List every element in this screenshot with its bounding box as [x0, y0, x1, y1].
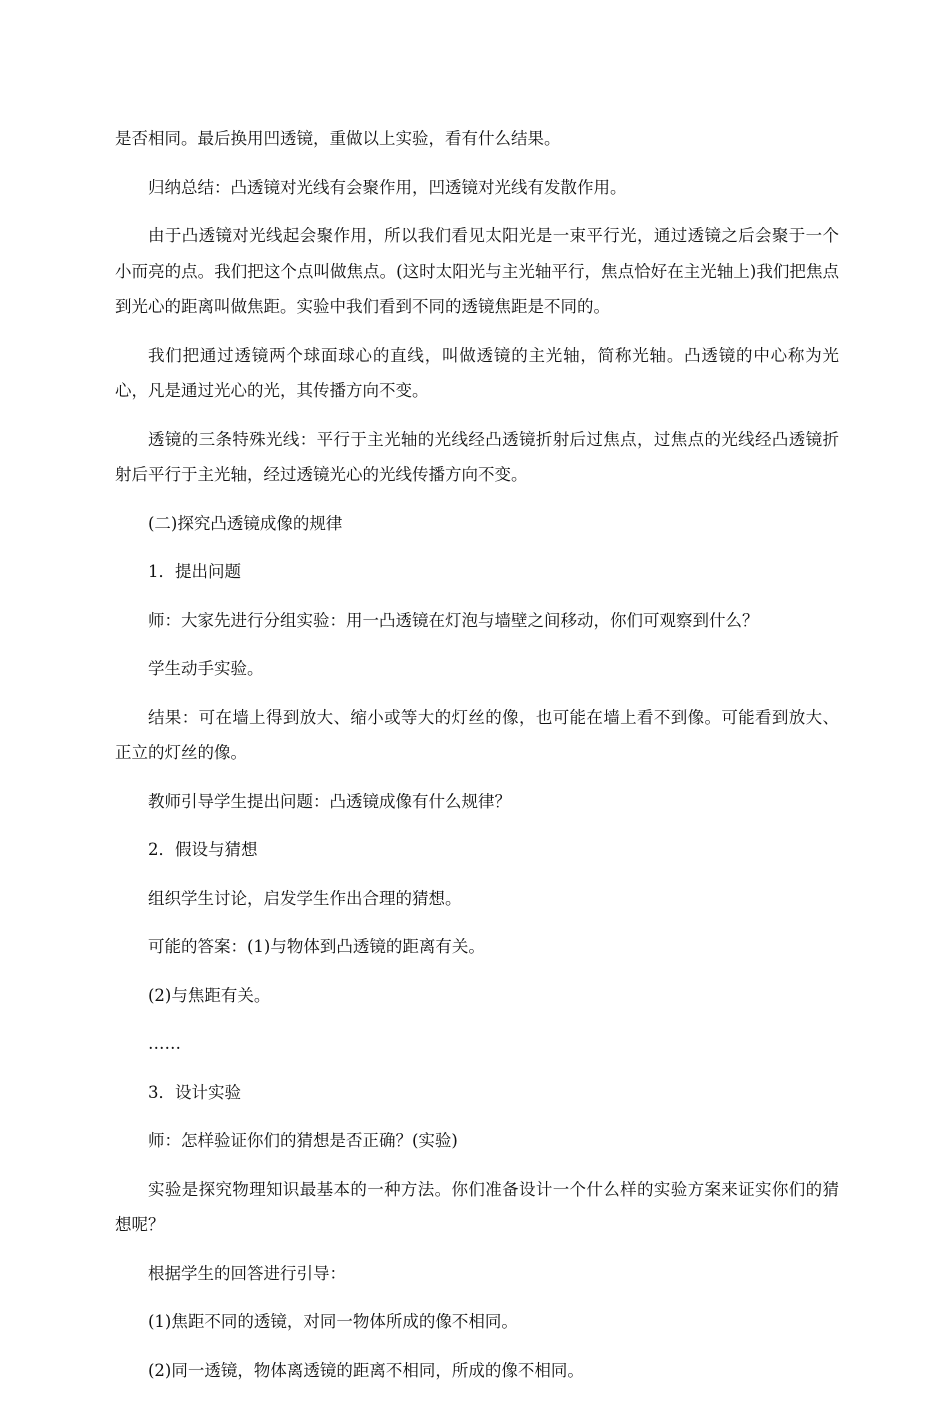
paragraph: 结果：可在墙上得到放大、缩小或等大的灯丝的像，也可能在墙上看不到像。可能看到放大、正立的灯丝的像。 [115, 707, 839, 762]
paragraph: (1)焦距不同的透镜，对同一物体所成的像不相同。 [148, 1312, 518, 1331]
paragraph: 教师引导学生提出问题：凸透镜成像有什么规律？ [148, 791, 511, 811]
paragraph: 透镜的三条特殊光线：平行于主光轴的光线经凸透镜折射后过焦点，过焦点的光线经凸透镜折射后平行于主光轴，经过透镜光心的光线传播方向不变。 [115, 429, 839, 484]
paragraph: (2)同一透镜，物体离透镜的距离不相同，所成的像不相同。 [148, 1360, 584, 1380]
paragraph: 是否相同。最后换用凹透镜，重做以上实验，看有什么结果。 [115, 129, 561, 148]
paragraph: (2)与焦距有关。 [148, 985, 271, 1005]
step-heading: 3．设计实验 [148, 1082, 241, 1102]
paragraph: 师：大家先进行分组实验：用一凸透镜在灯泡与墙壁之间移动，你们可观察到什么？ [148, 610, 759, 630]
paragraph: 根据学生的回答进行引导： [148, 1263, 346, 1283]
paragraph: 可能的答案：(1)与物体到凸透镜的距离有关。 [148, 937, 485, 956]
paragraph: 组织学生讨论，启发学生作出合理的猜想。 [148, 888, 462, 908]
document-body [115, 121, 839, 1401]
ellipsis: …… [148, 1034, 181, 1053]
paragraph: 实验是探究物理知识最基本的一种方法。你们准备设计一个什么样的实验方案来证实你们的猜想呢？ [115, 1179, 839, 1234]
paragraph: 师：怎样验证你们的猜想是否正确？(实验) [148, 1131, 458, 1150]
paragraph: 学生动手实验。 [148, 659, 264, 678]
section-heading: (二)探究凸透镜成像的规律 [148, 513, 343, 533]
step-heading: 1．提出问题 [148, 562, 241, 581]
paragraph: 由于凸透镜对光线起会聚作用，所以我们看见太阳光是一束平行光，通过透镜之后会聚于一个小而亮的点。我们把这个点叫做焦点。(这时太阳光与主光轴平行，焦点恰好在主光轴上)我们把焦点到光心的距离叫做焦距。实验中我们看到不同的透镜焦距是不同的。 [115, 226, 839, 316]
paragraph: 归纳总结：凸透镜对光线有会聚作用，凹透镜对光线有发散作用。 [148, 177, 627, 197]
paragraph: 我们把通过透镜两个球面球心的直线，叫做透镜的主光轴，简称光轴。凸透镜的中心称为光心，凡是通过光心的光，其传播方向不变。 [115, 345, 839, 400]
step-heading: 2．假设与猜想 [148, 840, 258, 859]
